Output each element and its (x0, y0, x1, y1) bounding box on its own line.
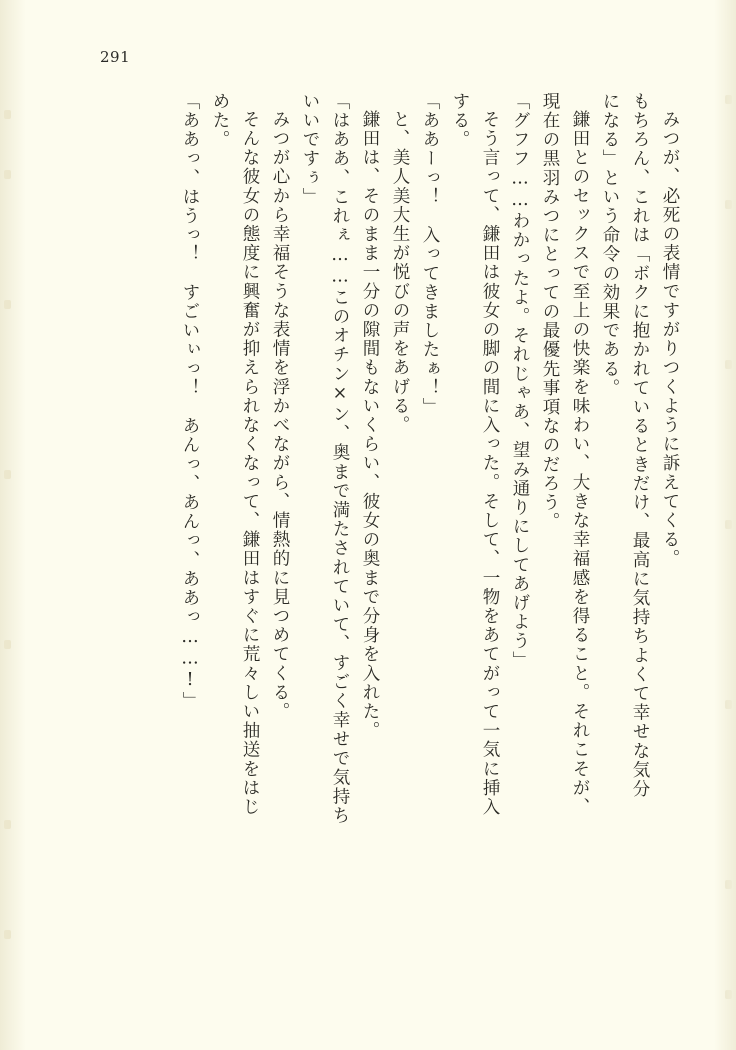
page-edge-mark (4, 470, 11, 479)
page-edge-mark (725, 95, 732, 104)
page-edge-mark (4, 930, 11, 939)
text-line: 現在の黒羽みつにとっての最優先事項なのだろう。 (540, 92, 560, 532)
page-edge-mark (4, 820, 11, 829)
page-edge-marks-right (718, 0, 732, 1050)
text-line: 鎌田とのセックスで至上の快楽を味わい、大きな幸福感を得ること。それこそが、 (570, 110, 590, 817)
page-edge-mark (4, 300, 11, 309)
page-edge-mark (4, 170, 11, 179)
text-line: 鎌田は、そのまま一分の隙間もないくらい、彼女の奥まで分身を入れた。 (360, 110, 380, 741)
text-line: 「ああっ、はうっ！ すごいぃっ！ あんっ、あんっ、ああっ……!」 (180, 92, 200, 711)
page-edge-mark (4, 640, 11, 649)
text-line: する。 (450, 92, 470, 150)
text-line: と、美人美大生が悦びの声をあげる。 (390, 110, 410, 435)
page-edge-mark (725, 990, 732, 999)
page-edge-mark (725, 700, 732, 709)
page-edge-mark (725, 880, 732, 889)
page-edge-marks-left (4, 0, 18, 1050)
text-line: 「ああーっ！ 入ってきましたぁ！」 (420, 92, 440, 417)
text-line: もちろん、これは「ボクに抱かれているときだけ、最高に気持ちよくて幸せな気分 (630, 92, 650, 799)
text-line: みつが、必死の表情ですがりつくように訴えてくる。 (660, 110, 680, 569)
page-edge-mark (725, 360, 732, 369)
text-line: そう言って、鎌田は彼女の脚の間に入った。そして、一物をあてがって一気に挿入 (480, 110, 500, 817)
page-edge-mark (725, 520, 732, 529)
page-edge-mark (725, 200, 732, 209)
text-line: めた。 (210, 92, 230, 150)
text-line: いいですぅ」 (300, 92, 320, 207)
text-line: みつが心から幸福そうな表情を浮かべながら、情熱的に見つめてくる。 (270, 110, 290, 722)
text-line: そんな彼女の態度に興奮が抑えられなくなって、鎌田はすぐに荒々しい抽送をはじ (240, 110, 260, 817)
page-body-text (95, 92, 678, 990)
page-edge-mark (4, 110, 11, 119)
page-number: 291 (100, 48, 131, 66)
text-line: になる」という命令の効果である。 (600, 92, 620, 398)
text-line: 「グフフ……わかったよ。それじゃあ、望み通りにしてあげよう」 (510, 92, 530, 670)
text-line: 「はああ、これぇ……このオチン×ン、奥まで満たされていて、すごく幸せで気持ち (330, 92, 350, 826)
